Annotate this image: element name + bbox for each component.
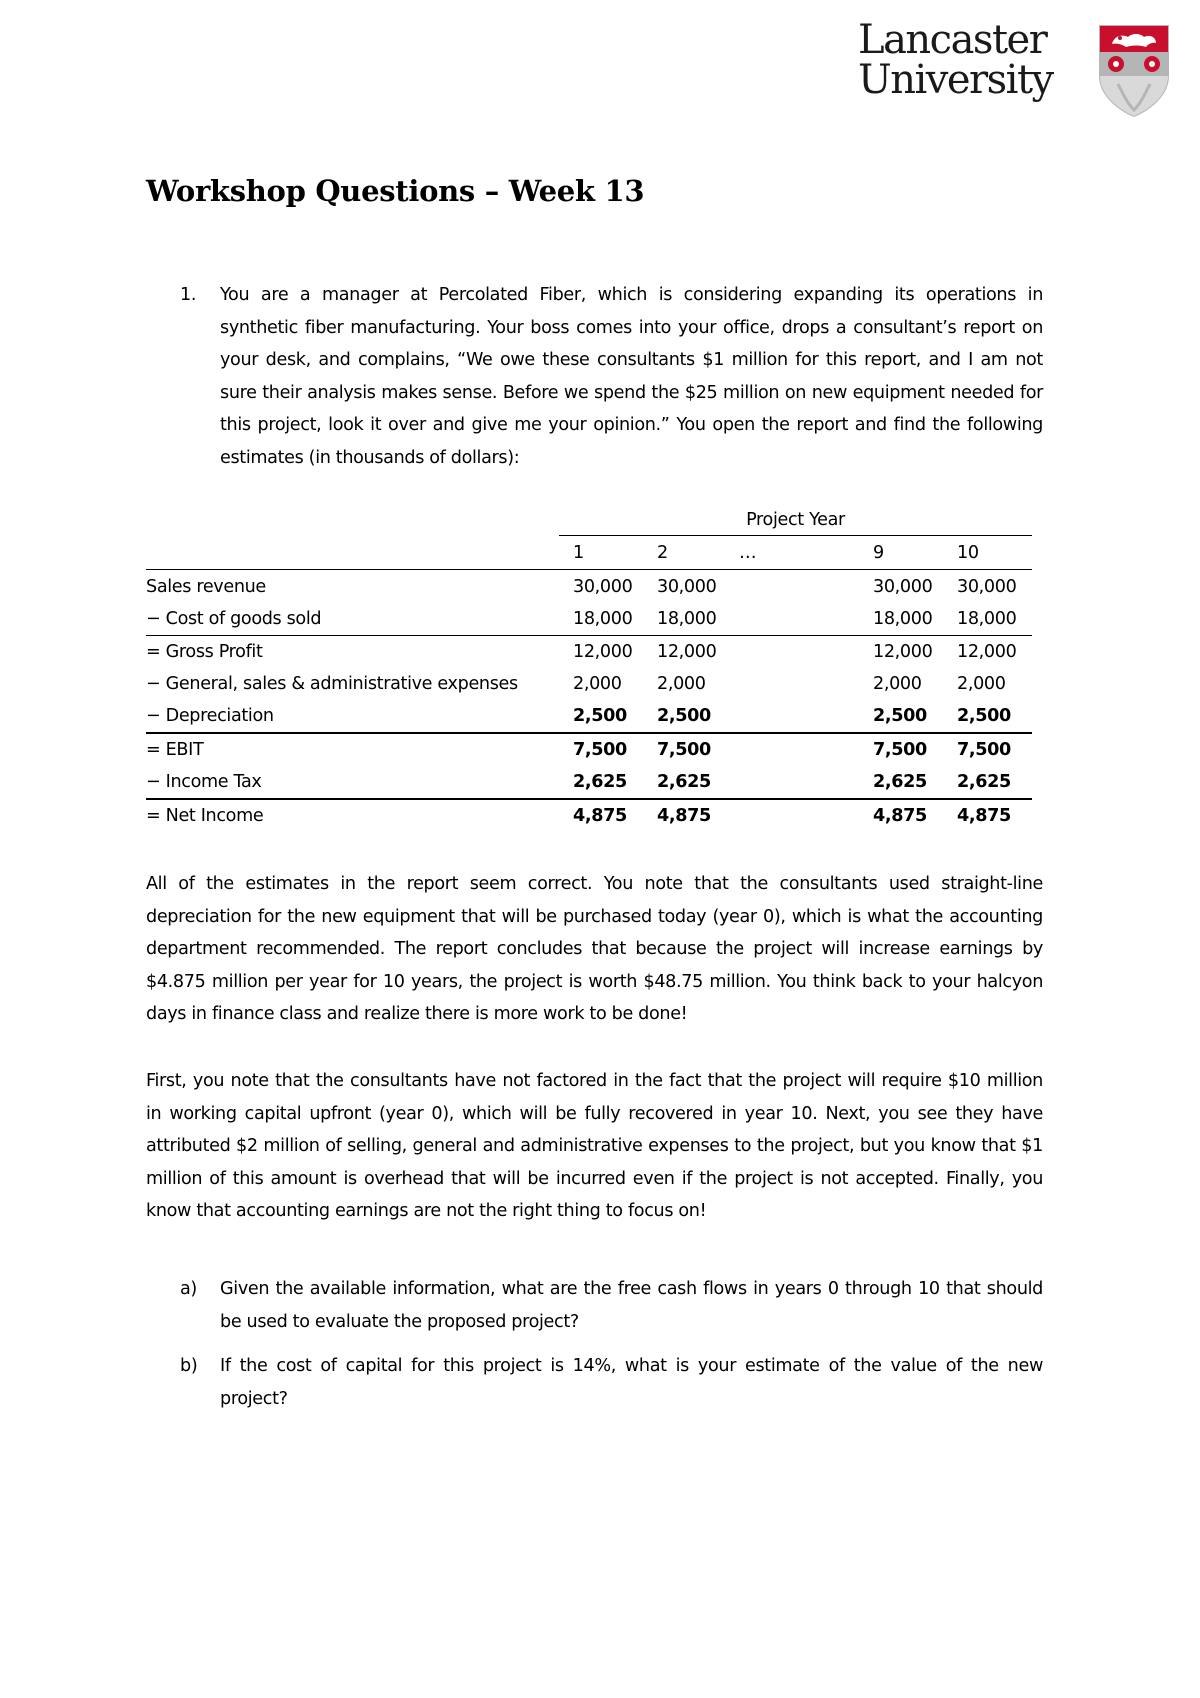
crest-icon (1098, 24, 1170, 118)
table-cell: 4,875 (873, 806, 927, 826)
table-cell: 18,000 (657, 609, 717, 629)
row-label: − Depreciation (146, 706, 274, 726)
logo-line-1: Lancaster (858, 17, 1047, 63)
question-number: 1. (180, 285, 197, 305)
row-label: − General, sales & administrative expenses (146, 674, 518, 694)
table-cell: 18,000 (873, 609, 933, 629)
table-row (146, 700, 1032, 734)
sub-question-text: If the cost of capital for this project is 14%, what is your estimate of the value of the new project? (220, 1356, 1043, 1409)
table-cell: 12,000 (957, 642, 1017, 662)
table-cell: 30,000 (957, 577, 1017, 597)
column-header-row (146, 537, 1032, 570)
table-row (146, 800, 1032, 832)
logo-wordmark (858, 17, 1053, 103)
table-cell: 18,000 (573, 609, 633, 629)
table-cell: 2,500 (957, 706, 1011, 726)
column-header: … (739, 543, 757, 563)
table-cell: 2,625 (873, 772, 927, 792)
paragraph-estimates: All of the estimates in the report seem correct. You note that the consultants used straight-line depreciation for the new equipment that will be purchased today (year 0), which is what the accounting department recommended. The report concludes that because the project will increase earnings by $4.875 million per year for 10 years, the project is worth $48.75 million. You think back to your halcyon days in finance class and realize there is more work to be done! (146, 874, 1043, 1025)
page-title: Workshop Questions – Week 13 (146, 174, 645, 208)
table-cell: 2,625 (957, 772, 1011, 792)
table-cell: 30,000 (873, 577, 933, 597)
table-cell: 7,500 (657, 740, 711, 760)
table-cell: 2,000 (957, 674, 1006, 694)
table-cell: 30,000 (573, 577, 633, 597)
row-label: Sales revenue (146, 577, 266, 597)
row-label: − Income Tax (146, 772, 262, 792)
table-cell: 2,000 (873, 674, 922, 694)
table-cell: 12,000 (873, 642, 933, 662)
table-cell: 7,500 (873, 740, 927, 760)
column-header: 9 (873, 543, 884, 563)
table-cell: 4,875 (657, 806, 711, 826)
sub-question-text: Given the available information, what are the free cash flows in years 0 through 10 that should be used to evaluate the proposed project? (220, 1279, 1043, 1332)
table-cell: 7,500 (573, 740, 627, 760)
sub-question-b (180, 1350, 1043, 1415)
table-cell: 2,500 (657, 706, 711, 726)
table-cell: 2,625 (573, 772, 627, 792)
table-cell: 2,500 (573, 706, 627, 726)
question-1 (180, 279, 1043, 475)
question-text: You are a manager at Percolated Fiber, which is considering expanding its operations in synthetic fiber manufacturing. Your boss comes into your office, drops a consultant’s report on your desk, and complains, “We owe these consultants $1 million for this report, and I am not sure their analysis makes sense. Before we spend the $25 million on new equipment needed for this project, look it over and give me your opinion.” You open the report and find the following estimates (in thousands of dollars): (220, 285, 1043, 468)
table-cell: 2,000 (573, 674, 622, 694)
row-label: = Net Income (146, 806, 264, 826)
column-header: 2 (657, 543, 668, 563)
table-cell: 4,875 (573, 806, 627, 826)
table-row (146, 766, 1032, 800)
table-row (146, 734, 1032, 766)
table-row (146, 668, 1032, 700)
university-logo (858, 17, 1178, 120)
sub-question-a (180, 1273, 1043, 1338)
sub-question-label: b) (180, 1356, 198, 1376)
table-cell: 7,500 (957, 740, 1011, 760)
sub-question-label: a) (180, 1279, 197, 1299)
table-cell: 12,000 (573, 642, 633, 662)
table-cell: 2,000 (657, 674, 706, 694)
column-header: 1 (573, 543, 584, 563)
paragraph-adjustments: First, you note that the consultants have not factored in the fact that the project will require $10 million in working capital upfront (year 0), which will be fully recovered in year 10. Next, you see they have attributed $2 million of selling, general and administrative expenses to the project, but you know that $1 million of this amount is overhead that will be incurred even if the project is not accepted. Finally, you know that accounting earnings are not the right thing to focus on! (146, 1071, 1043, 1222)
table-row (146, 603, 1032, 636)
logo-line-2: University (858, 57, 1053, 103)
table-cell: 18,000 (957, 609, 1017, 629)
table-row (146, 636, 1032, 668)
row-label: = Gross Profit (146, 642, 263, 662)
table-cell: 12,000 (657, 642, 717, 662)
row-label: = EBIT (146, 740, 204, 760)
project-year-header: Project Year (559, 505, 1032, 536)
table-cell: 2,625 (657, 772, 711, 792)
table-cell: 30,000 (657, 577, 717, 597)
table-cell: 4,875 (957, 806, 1011, 826)
table-row (146, 571, 1032, 603)
column-header: 10 (957, 543, 979, 563)
row-label: − Cost of goods sold (146, 609, 322, 629)
table-cell: 2,500 (873, 706, 927, 726)
